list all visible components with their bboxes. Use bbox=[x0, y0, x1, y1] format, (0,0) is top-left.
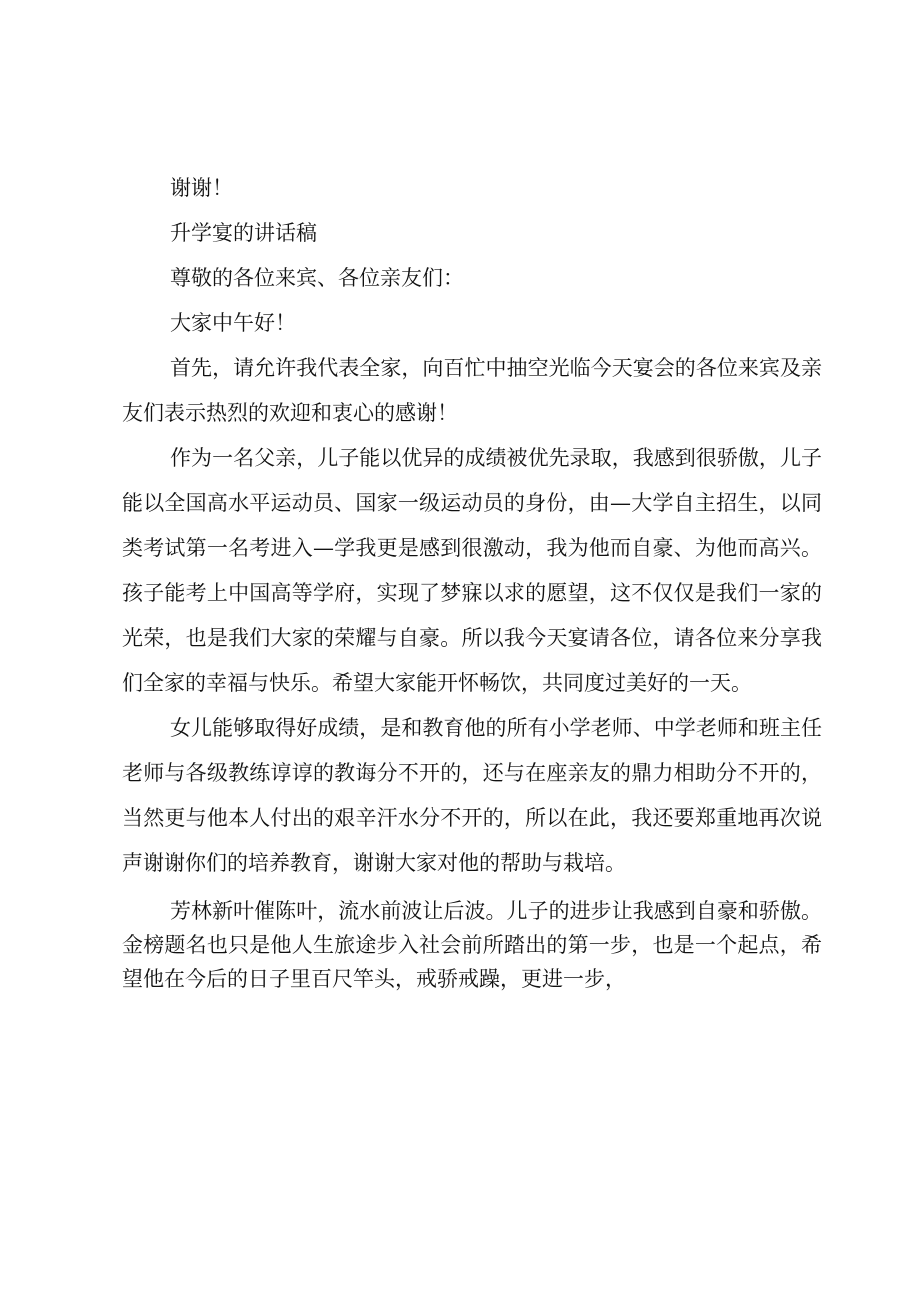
welcome-paragraph: 首先，请允许我代表全家，向百忙中抽空光临今天宴会的各位来宾及亲友们表示热烈的欢迎和衷心的感谢！ bbox=[122, 356, 822, 425]
father-pride-paragraph: 作为一名父亲，儿子能以优异的成绩被优先录取，我感到很骄傲，儿子能以全国高水平运动员、国家一级运动员的身份，由—大学自主招生，以同类考试第一名考进入—学我更是感到很激动，我为他而自豪、为他而高兴。孩子能考上中国高等学府，实现了梦寐以求的愿望，这不仅仅是我们一家的光荣，也是我们大家的荣耀与自豪。所以我今天宴请各位，请各位来分享我们全家的幸福与快乐。希望大家能开怀畅饮，共同度过美好的一天。 bbox=[122, 446, 822, 695]
closing-thanks: 谢谢！ bbox=[170, 176, 233, 200]
greeting: 大家中午好！ bbox=[170, 311, 296, 335]
encouragement-paragraph: 芳林新叶催陈叶，流水前波让后波。儿子的进步让我感到自豪和骄傲。金榜题名也只是他人生旅途步入社会前所踏出的第一步，也是一个起点，希望他在今后的日子里百尺竿头，戒骄戒躁，更进一步， bbox=[122, 899, 822, 991]
speech-title: 升学宴的讲话稿 bbox=[170, 221, 317, 245]
salutation: 尊敬的各位来宾、各位亲友们： bbox=[170, 266, 464, 290]
speech-body bbox=[122, 166, 822, 996]
gratitude-paragraph: 女儿能够取得好成绩，是和教育他的所有小学老师、中学老师和班主任老师与各级教练谆谆的教诲分不开的，还与在座亲友的鼎力相助分不开的，当然更与他本人付出的艰辛汗水分不开的，所以在此，我还要郑重地再次说声谢谢你们的培养教育，谢谢大家对他的帮助与栽培。 bbox=[122, 716, 822, 875]
